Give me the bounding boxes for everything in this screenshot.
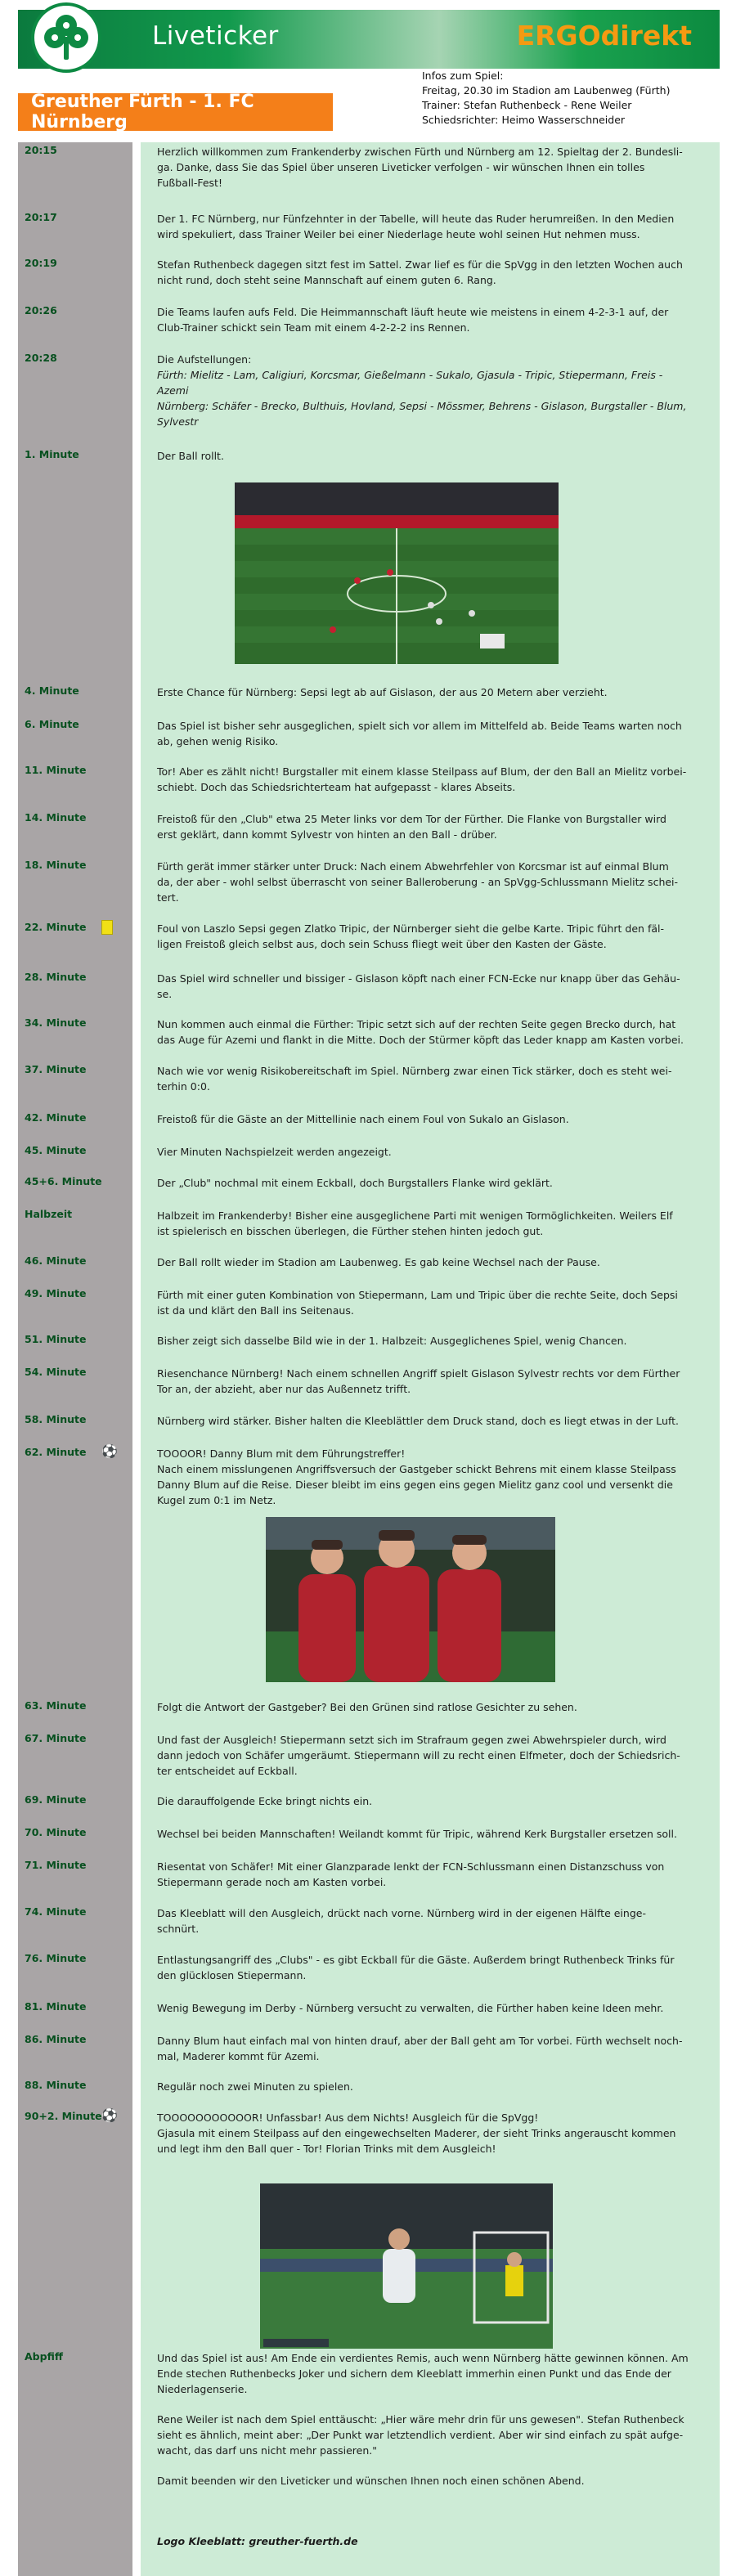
entry-line: Herzlich willkommen zum Frankenderby zwischen Fürth und Nürnberg am 12. Spieltag der 2. Bundesli-	[157, 146, 683, 158]
entry-text	[157, 448, 700, 464]
entry-text	[157, 2350, 700, 2488]
entry-text	[157, 1699, 700, 1715]
entry-line: Freistoß für den „Club" etwa 25 Meter links vor dem Tor der Fürther. Die Flanke von Burgstaller wird	[157, 813, 666, 825]
entry-text	[157, 1111, 700, 1127]
entry-line: Erste Chance für Nürnberg: Sepsi legt ab auf Gislason, der aus 20 Metern aber verzieht.	[157, 686, 608, 698]
entry-time: 76. Minute	[25, 1952, 87, 1964]
entry-line: wacht, das darf uns nicht mehr passieren."	[157, 2444, 377, 2457]
entry-time: 20:28	[25, 352, 57, 364]
entry-time: 58. Minute	[25, 1413, 87, 1425]
entry-line: Ende stechen Ruthenbecks Joker und sichern dem Kleeblatt immerhin einen Punkt und das Ende der	[157, 2367, 671, 2380]
entry-line: das Auge für Azemi und flankt in die Mitte. Doch der Stürmer köpft das Leder knapp am Kasten vorbei.	[157, 1034, 684, 1046]
entry-text	[157, 1859, 700, 1890]
time-column	[18, 142, 132, 2576]
entry-text	[157, 1144, 700, 1160]
entry-time: 20:19	[25, 257, 57, 269]
entry-time: 88. Minute	[25, 2079, 87, 2091]
entry-line: Tor an, der abzieht, aber nur das Außennetz trifft.	[157, 1383, 411, 1395]
entry-text	[157, 1413, 700, 1429]
entry-line: nicht rund, doch steht seine Mannschaft auf einem guten 6. Rang.	[157, 274, 496, 286]
entry-time: 51. Minute	[25, 1333, 87, 1345]
entry-line: Nach wie vor wenig Risikobereitschaft im Spiel. Nürnberg zwar einen Tick stärker, doch es steht wei-	[157, 1065, 672, 1077]
entry-line: Der Ball rollt.	[157, 450, 224, 462]
entry-time: 22. Minute	[25, 921, 87, 933]
entry-line: Nun kommen auch einmal die Fürther: Tripic setzt sich auf der rechten Seite gegen Brecko durch, hat	[157, 1018, 676, 1030]
entry-time: 67. Minute	[25, 1732, 87, 1744]
entry-line: Der Ball rollt wieder im Stadion am Laubenweg. Es gab keine Wechsel nach der Pause.	[157, 1256, 600, 1268]
entry-line: Fürth gerät immer stärker unter Druck: Nach einem Abwehrfehler von Korcsmar ist auf einmal Blum	[157, 860, 669, 873]
entry-time: 54. Minute	[25, 1366, 87, 1378]
entry-text	[157, 1366, 700, 1397]
entry-line: tert.	[157, 891, 179, 904]
entry-text	[157, 2033, 700, 2064]
entry-text	[157, 211, 700, 242]
clover-logo-icon	[31, 2, 101, 73]
entry-line: Wechsel bei beiden Mannschaften! Weilandt kommt für Tripic, während Kerk Burgstaller ersetzen soll.	[157, 1828, 677, 1840]
entry-line: ter entscheidet auf Eckball.	[157, 1765, 298, 1777]
entry-text	[157, 1826, 700, 1842]
entry-line: Der 1. FC Nürnberg, nur Fünfzehnter in der Tabelle, will heute das Ruder herumreißen. In den Medien	[157, 213, 675, 225]
entry-text	[157, 2110, 700, 2156]
entry-time: 34. Minute	[25, 1016, 87, 1029]
stadium-photo	[235, 482, 559, 664]
entry-line: Stiepermann gerade noch am Kasten vorbei.	[157, 1876, 387, 1888]
info-venue: Freitag, 20.30 im Stadion am Laubenweg (Fürth)	[422, 84, 671, 96]
entry-text	[157, 1333, 700, 1349]
entry-line: Tor! Aber es zählt nicht! Burgstaller mit einem klasse Steilpass auf Blum, der den Ball an Mielitz vorbei-	[157, 765, 687, 778]
entry-text	[157, 684, 700, 700]
entry-line: Stefan Ruthenbeck dagegen sitzt fest im Sattel. Zwar lief es für die SpVgg in den letzten Wochen auch	[157, 258, 683, 271]
entry-line: wird spekuliert, dass Trainer Weiler bei einer Niederlage heute wohl seinen Hut nehmen muss.	[157, 228, 640, 240]
entry-text	[157, 1287, 700, 1318]
entry-line: Fürth mit einer guten Kombination von Stiepermann, Lam und Tripic über die rechte Seite, doch Sepsi	[157, 1289, 678, 1301]
entry-line: TOOOOR! Danny Blum mit dem Führungstreffer!	[157, 1447, 406, 1460]
entry-line: Das Kleeblatt will den Ausgleich, drückt nach vorne. Nürnberg wird in der eigenen Hälfte einge-	[157, 1907, 646, 1919]
entry-line: Die Aufstellungen:	[157, 353, 252, 366]
entry-text	[157, 352, 700, 429]
entry-text	[157, 764, 700, 795]
sponsor-logo: ERGOdirekt	[516, 20, 692, 52]
entry-line: Foul von Laszlo Sepsi gegen Zlatko Tripic, der Nürnberger sieht die gelbe Karte. Tripic führt den fäl-	[157, 922, 664, 935]
entry-line: ga. Danke, dass Sie das Spiel über unseren Liveticker verfolgen - wir wünschen Ihnen ein tolles	[157, 161, 645, 173]
entry-time: Halbzeit	[25, 1208, 73, 1220]
entry-line: Wenig Bewegung im Derby - Nürnberg versucht zu verwalten, die Fürther haben keine Ideen mehr.	[157, 2002, 664, 2014]
entry-text	[157, 859, 700, 905]
info-heading: Infos zum Spiel:	[422, 70, 504, 82]
entry-time: 62. Minute	[25, 1446, 87, 1458]
entry-text	[157, 1208, 700, 1239]
entry-text	[157, 1063, 700, 1094]
entry-time: 18. Minute	[25, 859, 87, 871]
equalizer-goal-photo	[260, 2183, 553, 2349]
lineup-line: Sylvestr	[157, 415, 199, 428]
entry-text	[157, 257, 700, 288]
entry-text	[157, 1905, 700, 1936]
entry-time: 28. Minute	[25, 971, 87, 983]
lineup-line: Fürth: Mielitz - Lam, Caligiuri, Korcsmar, Gießelmann - Sukalo, Gjasula - Tripic, Stiepermann, Freis -	[157, 369, 663, 381]
info-referee: Schiedsrichter: Heimo Wasserschneider	[422, 114, 626, 126]
entry-time: 42. Minute	[25, 1111, 87, 1124]
entry-line: sieht es ähnlich, meint aber: „Der Punkt war letztendlich verdient. Aber wir sind einfach zu spät aufge-	[157, 2429, 684, 2441]
entry-text	[157, 1952, 700, 1983]
entry-line: Die Teams laufen aufs Feld. Die Heimmannschaft läuft heute wie meistens in einem 4-2-3-1 auf, der	[157, 306, 669, 318]
entry-time: 20:26	[25, 304, 57, 316]
entry-line: Nürnberg wird stärker. Bisher halten die Kleeblättler dem Druck stand, doch es liegt etwas in der Luft.	[157, 1415, 680, 1427]
entry-line: Danny Blum auf die Reise. Dieser bleibt im eins gegen eins gegen Mielitz ganz cool und versenkt die	[157, 1479, 673, 1491]
entry-line: Der „Club" nochmal mit einem Eckball, doch Burgstallers Flanke wird geklärt.	[157, 1177, 553, 1189]
entry-line: ist spielerisch en bisschen überlegen, die Fürther stehen hinten jedoch gut.	[157, 1225, 544, 1237]
match-info	[422, 69, 670, 128]
entry-line: Damit beenden wir den Liveticker und wünschen Ihnen noch einen schönen Abend.	[157, 2475, 585, 2487]
entry-time: 63. Minute	[25, 1699, 87, 1712]
entry-text	[157, 1446, 700, 1508]
yellow-card-icon	[101, 920, 113, 935]
entry-text	[157, 2079, 700, 2094]
entry-time: 45. Minute	[25, 1144, 87, 1156]
soccer-ball-icon: ⚽	[101, 1443, 118, 1459]
entry-time: 71. Minute	[25, 1859, 87, 1871]
entry-text	[157, 811, 700, 842]
soccer-ball-icon: ⚽	[101, 2107, 118, 2123]
entry-line: Kugel zum 0:1 im Netz.	[157, 1494, 276, 1506]
entry-line: Riesentat von Schäfer! Mit einer Glanzparade lenkt der FCN-Schlussmann einen Distanzschuss von	[157, 1860, 665, 1873]
entry-text	[157, 1254, 700, 1270]
entry-line: Folgt die Antwort der Gastgeber? Bei den Grünen sind ratlose Gesichter zu sehen.	[157, 1701, 577, 1713]
entry-line: Und das Spiel ist aus! Am Ende ein verdientes Remis, auch wenn Nürnberg hätte gewinnen können. Am	[157, 2352, 689, 2364]
entry-line: Regulär noch zwei Minuten zu spielen.	[157, 2080, 353, 2093]
entry-line: terhin 0:0.	[157, 1080, 210, 1093]
entry-line: schiebt. Doch das Schiedsrichterteam hat aufgepasst - klares Abseits.	[157, 781, 516, 793]
entry-line: da, der aber - wohl selbst überrascht von seiner Balleroberung - an SpVgg-Schlussmann Mielitz schei-	[157, 876, 679, 888]
entry-text	[157, 921, 700, 952]
goal-celebration-photo	[266, 1517, 555, 1682]
header-banner	[18, 10, 720, 69]
entry-text	[157, 718, 700, 749]
entry-line: Das Spiel ist bisher sehr ausgeglichen, spielt sich vor allem im Mittelfeld ab. Beide Teams warten noch	[157, 720, 682, 732]
liveticker-title: Liveticker	[152, 21, 279, 51]
entry-time: 46. Minute	[25, 1254, 87, 1267]
entry-time: 1. Minute	[25, 448, 79, 460]
entry-time: 90+2. Minute	[25, 2110, 102, 2122]
lineup-line: Nürnberg: Schäfer - Brecko, Bulthuis, Hovland, Sepsi - Mössmer, Behrens - Gislason, Burgstaller - Blum,	[157, 400, 687, 412]
entry-time: 49. Minute	[25, 1287, 87, 1299]
entry-line: ist da und klärt den Ball ins Seitenaus.	[157, 1304, 354, 1317]
entry-text	[157, 971, 700, 1002]
entry-time: 4. Minute	[25, 684, 79, 697]
match-title: Greuther Fürth - 1. FC Nürnberg	[18, 93, 333, 131]
entry-line: Rene Weiler ist nach dem Spiel enttäuscht: „Hier wäre mehr drin für uns gewesen". Stefan Ruthenbeck	[157, 2413, 684, 2426]
entry-time: 14. Minute	[25, 811, 87, 824]
entry-time: 6. Minute	[25, 718, 79, 730]
entry-line: Halbzeit im Frankenderby! Bisher eine ausgeglichene Parti mit wenigen Tormöglichkeiten. Weilers Elf	[157, 1209, 673, 1222]
entry-line: Und fast der Ausgleich! Stiepermann setzt sich im Strafraum gegen zwei Abwehrspieler durch, wird	[157, 1734, 666, 1746]
entry-line: Gjasula mit einem Steilpass auf den eingewechselten Maderer, der sieht Trinks angerauscht kommen	[157, 2127, 676, 2139]
info-coaches: Trainer: Stefan Ruthenbeck - Rene Weiler	[422, 99, 632, 111]
entry-text	[157, 144, 700, 191]
entry-text	[157, 1175, 700, 1191]
entry-text	[157, 1732, 700, 1779]
entry-text	[157, 2000, 700, 2016]
entry-line: erst geklärt, dann kommt Sylvestr von hinten an den Ball - drüber.	[157, 828, 497, 841]
entry-line: schnürt.	[157, 1923, 200, 1935]
entry-line: Club-Trainer schickt sein Team mit einem 4-2-2-2 ins Rennen.	[157, 321, 470, 334]
entry-time: 70. Minute	[25, 1826, 87, 1838]
entry-line: mal, Maderer kommt für Azemi.	[157, 2050, 320, 2062]
entry-time: 11. Minute	[25, 764, 87, 776]
entry-line: ab, gehen wenig Risiko.	[157, 735, 279, 747]
entry-line: se.	[157, 988, 173, 1000]
entry-line: Freistoß für die Gäste an der Mittellinie nach einem Foul von Sukalo an Gislason.	[157, 1113, 569, 1125]
entry-time: 81. Minute	[25, 2000, 87, 2013]
entry-text	[157, 1016, 700, 1048]
entry-line: Nach einem misslungenen Angriffsversuch der Gastgeber schickt Behrens mit einem klasse Steilpass	[157, 1463, 676, 1475]
entry-time: 69. Minute	[25, 1793, 87, 1806]
entry-time: 74. Minute	[25, 1905, 87, 1918]
entry-line: Das Spiel wird schneller und bissiger - Gislason köpft nach einer FCN-Ecke nur knapp über das Gehäu-	[157, 972, 680, 985]
entry-time: 20:17	[25, 211, 57, 223]
entry-text	[157, 1793, 700, 1809]
entry-time: 86. Minute	[25, 2033, 87, 2045]
entry-line: Niederlagenserie.	[157, 2383, 248, 2395]
entry-line: den glücklosen Stiepermann.	[157, 1969, 307, 1981]
lineup-line: Azemi	[157, 384, 189, 397]
entry-time: Abpfiff	[25, 2350, 63, 2363]
entry-line: Riesenchance Nürnberg! Nach einem schnellen Angriff spielt Gislason Sylvestr rechts vor dem Fürther	[157, 1367, 680, 1380]
entry-line: Vier Minuten Nachspielzeit werden angezeigt.	[157, 1146, 392, 1158]
entry-line: Danny Blum haut einfach mal von hinten drauf, aber der Ball geht am Tor vorbei. Fürth wechselt noch-	[157, 2035, 683, 2047]
entry-text	[157, 304, 700, 335]
entry-line: Die darauffolgende Ecke bringt nichts ein.	[157, 1795, 373, 1807]
entry-line: und legt ihm den Ball quer - Tor! Florian Trinks mit dem Ausgleich!	[157, 2143, 496, 2155]
entry-time: 45+6. Minute	[25, 1175, 102, 1187]
footer-credit: Logo Kleeblatt: greuther-fuerth.de	[157, 2535, 358, 2547]
entry-line: Fußball-Fest!	[157, 177, 222, 189]
entry-line: Bisher zeigt sich dasselbe Bild wie in der 1. Halbzeit: Ausgeglichenes Spiel, wenig Chancen.	[157, 1335, 627, 1347]
entry-line: Entlastungsangriff des „Clubs" - es gibt Eckball für die Gäste. Außerdem bringt Ruthenbeck Trinks für	[157, 1954, 675, 1966]
entry-line: dann jedoch von Schäfer umgeräumt. Stiepermann will zu recht einen Elfmeter, doch der Schiedsrich-	[157, 1749, 680, 1761]
entry-time: 37. Minute	[25, 1063, 87, 1075]
entry-line: TOOOOOOOOOOOR! Unfassbar! Aus dem Nichts! Ausgleich für die SpVgg!	[157, 2112, 539, 2124]
entry-time: 20:15	[25, 144, 57, 156]
entry-line: ligen Freistoß gleich selbst aus, doch sein Schuss fliegt weit über den Kasten der Gäste.	[157, 938, 607, 950]
